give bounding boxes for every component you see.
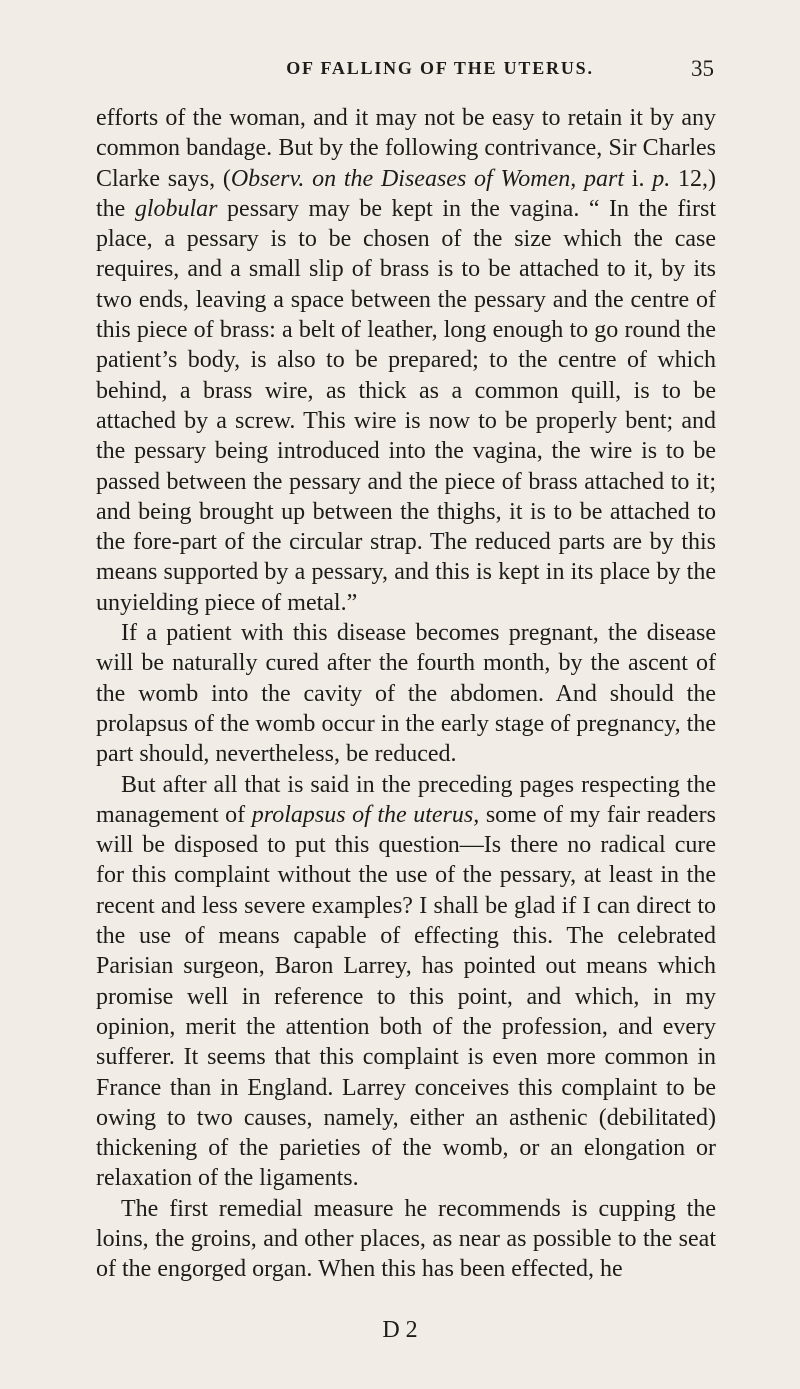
paragraph [96,103,716,618]
italic-text: prolapsus of the uterus, [251,801,480,828]
running-head: OF FALLING OF THE UTERUS. [286,58,594,78]
text-run: pessary may be kept in the vagina. “ In the first place, a pessary is to be chosen of the size which the case requires, and a small slip of brass is to be attached to it, by its two ends, leaving a space between the pessary and the centre of this piece of brass: a belt of leather, long enough to go round the patient’s body, is also to be prepared; to the centre of which behind, a brass wire, as thick as a common quill, is to be attached by a screw. This wire is now to be properly bent; and the pessary being introduced into the vagina, the wire is to be passed between the pessary and the piece of brass attached to it; and being brought up between the thighs, it is to be attached to the fore-part of the circular strap. The reduced parts are by this means supported by a pessary, and this is kept in its place by the unyielding piece of metal.” [96,195,717,616]
paragraph [96,618,716,769]
page-number: 35 [691,56,714,81]
signature-mark: D 2 [382,1317,418,1343]
text-run: efforts of the woman, and it may not be easy to retain it by any common bandage. But by the following contrivance, Sir Charles Clarke says, ( [96,105,716,192]
text-run: some of my fair readers will be disposed to put this question—Is there no radical cure for this complaint without the use of the pessary, at least in the recent and less severe examples? I shall be glad if I can direct to the use of means capable of effecting this. The celebrated Parisian surgeon, Baron Larrey, has pointed out means which promise well in reference to this point, and which, in my opinion, merit the attention both of the profession, and every sufferer. It seems that this complaint is even more common in France than in England. Larrey conceives this complaint to be owing to two causes, namely, either an asthenic (debilitated) thickening of the parieties of the womb, or an elongation or relaxation of the ligaments. [96,801,717,1192]
italic-text: p. [652,165,671,192]
italic-text: Observ. on the Diseases of Women, part [230,165,625,192]
body-text [96,103,716,1285]
italic-text: globular [134,195,218,222]
paragraph [96,770,716,1194]
text-run: i. [624,165,653,192]
text-run: The first remedial measure he recommends is cupping the loins, the groins, and other places, as near as possible to the seat of the engorged organ. When this has been effected, he [96,1195,716,1283]
text-run: If a patient with this disease becomes pregnant, the disease will be naturally cured after the fourth month, by the ascent of the womb into the cavity of the abdomen. And should the prolapsus of the womb occur in the early stage of pregnancy, the part should, nevertheless, be reduced. [96,620,716,768]
text-run: But after all that is said in the preceding pages respecting the management of [96,771,716,828]
text-run: 12,) the [96,165,717,222]
paragraph [96,1194,716,1285]
